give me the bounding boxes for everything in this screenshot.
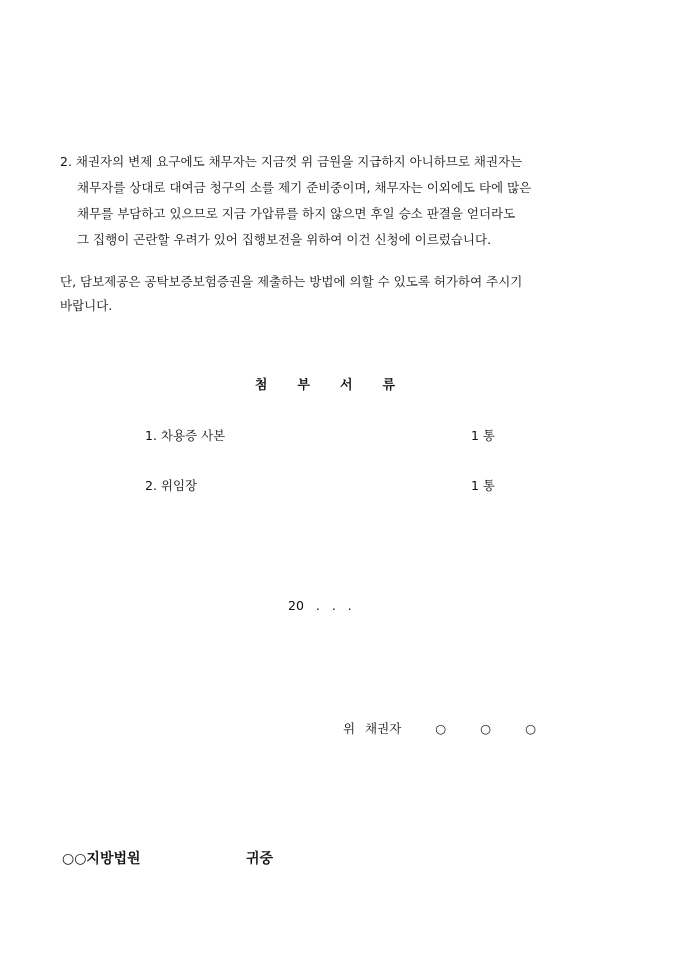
signer-line	[343, 719, 536, 737]
reason-line-3: 채무를 부담하고 있으므로 지금 가압류를 하지 않으면 후일 승소 판결을 얻더라도	[77, 206, 516, 221]
reason-paragraph	[60, 152, 625, 256]
attachment-label: 1. 차용증 사본	[145, 428, 226, 443]
reason-line-2: 채무자를 상대로 대여금 청구의 소를 제기 준비중이며, 채무자는 이외에도 타에 많은	[77, 180, 532, 195]
signer-label: 위 채권자	[343, 721, 402, 736]
signer-name-mark: ○	[480, 721, 492, 736]
collateral-note-line-2: 바랍니다.	[60, 298, 113, 313]
date-line: 20 . . .	[288, 598, 352, 613]
court-addressee: 귀중	[246, 851, 274, 867]
signer-name-mark: ○	[525, 721, 536, 736]
attachment-quantity: 1 통	[470, 478, 495, 493]
attachments-title: 첨부서류	[254, 378, 426, 393]
reason-line-1: 2. 채권자의 변제 요구에도 채무자는 지금껏 위 금원을 지급하지 아니하므로 채권자는	[60, 154, 523, 169]
collateral-note-line-1: 단, 담보제공은 공탁보증보험증권을 제출하는 방법에 의할 수 있도록 허가하여 주시기	[60, 274, 523, 289]
attachment-quantity: 1 통	[470, 428, 495, 443]
attachment-item	[145, 476, 495, 494]
attachment-label: 2. 위임장	[145, 478, 198, 493]
attachment-item	[145, 426, 495, 444]
signer-name-mark: ○	[435, 721, 447, 736]
reason-line-4: 그 집행이 곤란할 우려가 있어 집행보전을 위하여 이건 신청에 이르렀습니다.	[77, 232, 492, 247]
court-name: ○○지방법원	[62, 851, 141, 867]
collateral-note	[60, 272, 522, 320]
